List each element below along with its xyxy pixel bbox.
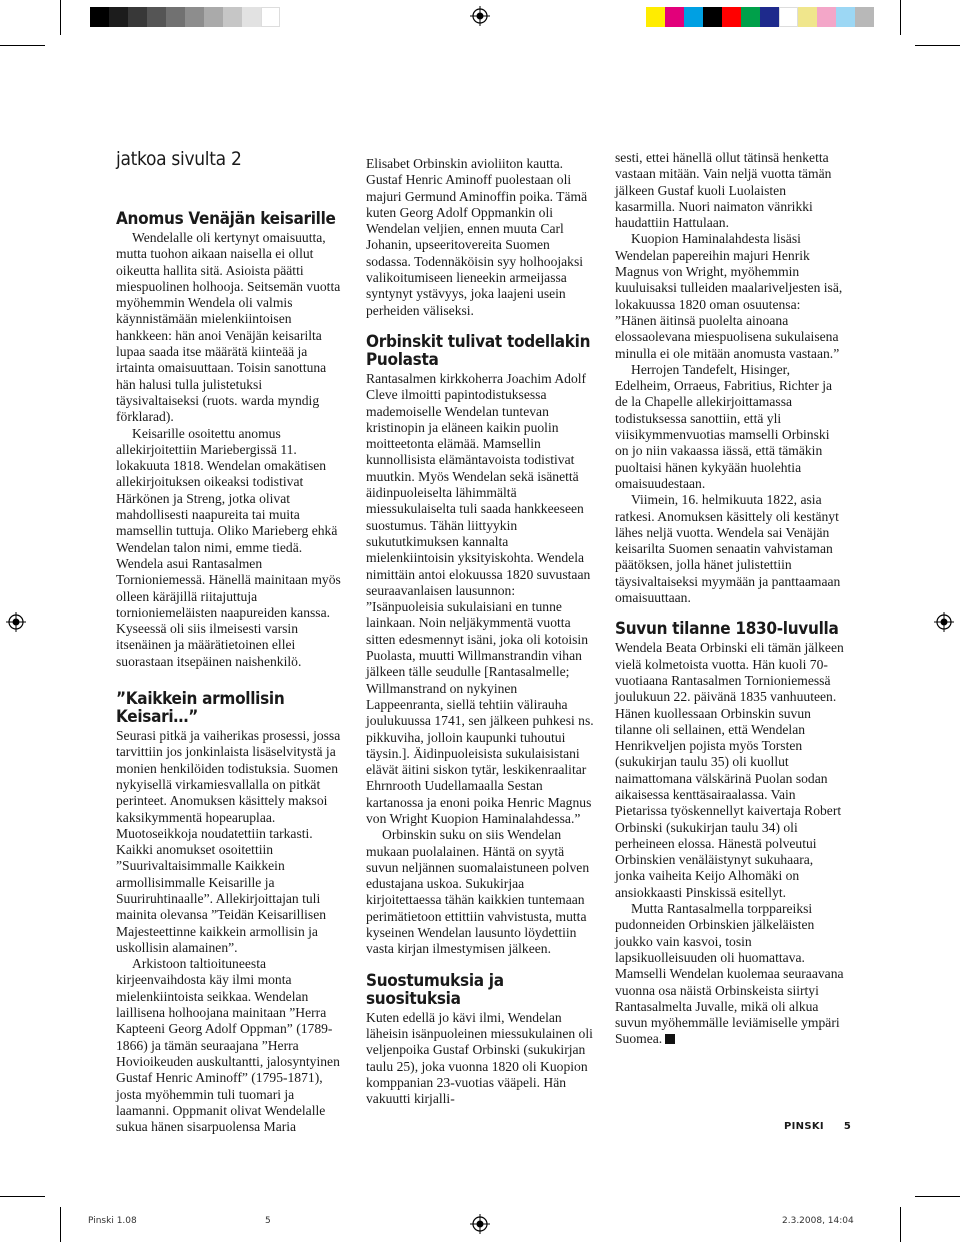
- section-heading: ”Kaikkein armollisin Keisari…”: [116, 689, 285, 728]
- article-column-2: [366, 156, 594, 1107]
- swatch-3: [703, 7, 722, 27]
- paragraph: Orbinskin suku on siis Wendelan mukaan puolalainen. Häntä on syytä suvun neljännen suomalaistuneen polven edustajana uskoa. Sukukirjaa kirjoitettaessa tähän kaikkien tuntemaan perimätietoon ettittiin vahvistusta, mutta kyseinen Wendelan lausunto löydettiin vasta kirjan ilmestymisen jälkeen.: [366, 827, 590, 957]
- crop-mark: [60, 1207, 61, 1242]
- paragraph: Arkistoon taltioituneesta kirjeenvaihdosta käy ilmi monta mielenkiintoista seikkaa. Wendelan laillisena holhoojana mainitaan ”Herra Kapteeni Georg Adolf Oppman” (1789-1866) ja tämän seuraajana ”Herra Hovioikeuden auskultantti, jalosyntyinen Gustaf Henric Aminoff” (1795-1871), josta myöhemmin tuli tuomari ja laamanni. Oppmanit olivat Wendelalle sukua hänen sisarpuolensa Maria: [116, 956, 340, 1135]
- paragraph: Herrojen Tandefelt, Hisinger, Edelheim, Orraeus, Fabritius, Richter ja de la Chapelle allekirjoittamassa todistuksessa sanottiin, että yli viisikymmenvuotias mamselli Orbinski on jo niin vakaassa iässä, että tämäkin puoltaisi hänen kykyään huolehtia omaisuudestaan.: [615, 361, 833, 491]
- paragraph: Viimein, 16. helmikuuta 1822, asia ratkesi. Anomuksen käsittely oli kestänyt lähes neljä vuotta. Wendela sai Venäjän keisarilta Suomen senaatin vahvistaman päätöksen, jolla hänet julistettiin täysivaltaiseksi myymään ja panttaamaan omaisuuttaan.: [615, 492, 841, 606]
- registration-mark-right: [934, 612, 954, 632]
- crop-mark: [0, 45, 45, 46]
- paragraph: sesti, ettei hänellä ollut tätinsä henketta vastaan mitään. Vain neljä vuotta tämän jälkeen Gustaf kuoli Luolaisten kasarmilla. Nuori naimaton vänrikki haudattiin Hattulaan.: [615, 150, 832, 231]
- page-number: 5: [843, 1121, 852, 1132]
- swatch-6: [760, 7, 779, 27]
- swatch-9: [261, 7, 280, 27]
- crop-mark: [60, 0, 61, 35]
- crop-mark: [0, 1196, 45, 1197]
- swatch-10: [836, 7, 855, 27]
- article-column-1: [116, 150, 346, 1135]
- slug-page: 5: [265, 1216, 271, 1226]
- section-heading: Orbinskit tulivat todellakin Puolasta: [366, 331, 591, 370]
- swatch-4: [722, 7, 741, 27]
- paragraph: [615, 901, 845, 1048]
- swatch-7: [779, 7, 798, 27]
- paragraph: Kuopion Haminalahdesta lisäsi Wendelan papereihin majuri Henrik Magnus von Wright, myöhemmin kuuluisaksi tulleiden maalariveljesten isä, lokakuussa 1820 oman osuutensa: ”Hänen äitinsä puolelta ainoana elossaolevana miespuolisena sukulaisena minulla ei ole mitään anomusta vastaan.”: [615, 231, 843, 361]
- paragraph: Wendelalle oli kertynyt omaisuutta, mutta tuohon aikaan naisella ei ollut oikeutta hallita sitä. Asioista päätti miespuolinen holhooja. Seitsemän vuotta myöhemmin Wendela oli valmis käynnistämään mielenkiintoisen hankkeen: hän anoi Venäjän keisarilta lupaa saada itse määrätä kiinteää ja irtainta omaisuuttaan. Toisin sanottuna hän halusi tulla julistetuksi täysivaltaiseksi (ruots. warda myndig förklarad).: [116, 230, 341, 425]
- crop-mark: [915, 45, 960, 46]
- article-column-3: [615, 150, 845, 1048]
- crop-mark: [915, 1196, 960, 1197]
- crop-mark: [900, 0, 901, 35]
- registration-mark-bottom: [470, 1214, 490, 1234]
- end-mark-icon: [665, 1034, 675, 1044]
- paragraph: Wendela Beata Orbinski eli tämän jälkeen vielä kolmetoista vuotta. Hän kuoli 70-vuotiaana Rantasalmen Tornioniemessä joulukuun 22. päivänä 1835 vanhuuteen. Hänen kuollessaan Orbinskin suvun tilanne oli sellainen, että Wendelan Henrikveljen pojista myös Torsten (sukukirjan taulu 35) oli kuollut naimattomana välskärinä Puolan sodan aikaisessa kenttäsairaalassa. Vain Pietarissa työskennellyt kaivertaja Robert Orbinski (sukukirjan taulu 34) oli perheineen elossa. Hänestä polveutui Orbinskien venäläistynyt sukuhaara, jonka vaiheita Keijo Alhomäki on ansiokkaasti Pinskissä esitellyt.: [615, 640, 844, 900]
- registration-mark-left: [6, 612, 26, 632]
- paragraph: Rantasalmen kirkkoherra Joachim Adolf Cleve ilmoitti papintodistuksessa mademoiselle Wendelan tuntevan kristinopin ja eläneen kaikin puolin moitteetonta elämää. Mamsellin kunnollisista elämäntavoista todistivat muutkin. Myös Wendelan sekä isänettä äidinpuoleiselta lähimmältä miessukulaiselta tuli saada hankkeeseen suostumus. Tähän liittyykin sukututkimuksen kannalta mielenkiintoisin yksityiskohta. Wendela nimittäin antoi elokuussa 1820 suvustaan seuraavanlaisen lausunnon: ”Isänpuoleisia sukulaisiani en tunne lainkaan. Noin neljäkymmentä vuotta sitten edesmennyt isäni, joka oli kotoisin Puolasta, muutti Willmanstrandin vihan jälkeen tälle seudulle [Rantasalmelle; Willmanstrand on nykyinen Lappeenranta, siellä tehtiin välirauha joulukuussa 1741, sen jälkeen puhkesi ns. pikkuviha, jolloin kaupunki tuhoutui täysin.]. Äidinpuoleisista sukulaisistani elävät äitini siskon tytär, leskikenraalitar Ehrnrooth Uudellamaalla Sestan kartanossa ja enoni poika Henric Magnus von Wright Kuopion Haminalahdessa.”: [366, 370, 594, 826]
- page-folio: [784, 1121, 851, 1132]
- magazine-name: PINSKI: [784, 1121, 824, 1132]
- continued-from-label: jatkoa sivulta 2: [116, 148, 242, 170]
- swatch-1: [665, 7, 684, 27]
- swatch-2: [684, 7, 703, 27]
- swatch-8: [242, 7, 261, 27]
- swatch-2: [128, 7, 147, 27]
- swatch-5: [741, 7, 760, 27]
- swatch-11: [855, 7, 874, 27]
- crop-mark: [900, 1207, 901, 1242]
- swatch-5: [185, 7, 204, 27]
- swatch-1: [109, 7, 128, 27]
- swatch-3: [147, 7, 166, 27]
- color-control-bar: [646, 7, 874, 27]
- slug-datetime: 2.3.2008, 14:04: [782, 1216, 854, 1226]
- swatch-7: [223, 7, 242, 27]
- swatch-0: [90, 7, 109, 27]
- section-heading: Suvun tilanne 1830-luvulla: [615, 619, 839, 640]
- paragraph: Kuten edellä jo kävi ilmi, Wendelan läheisin isänpuoleinen miessukulainen oli veljenpoika Gustaf Orbinski (sukukirjan taulu 25), joka vuonna 1820 oli Kuopion komppanian 23-vuotias vääpeli. Hän vakuutti kirjalli-: [366, 1009, 593, 1107]
- swatch-6: [204, 7, 223, 27]
- registration-mark-top: [470, 6, 490, 26]
- paragraph-text: Mutta Rantasalmella torppareiksi pudonneiden Orbinskien jälkeläisten joukko vain kasvoi, tosin lapsikuolleisuuden oli huomattava. Mamselli Wendelan kuolemaa seuraavana vuonna osa näistä Orbinskeista siirtyi Rantasalmelta Juvalle, mikä oli alkua suvun myöhemmälle leviämiselle ympäri Suomea.: [615, 901, 844, 1047]
- swatch-0: [646, 7, 665, 27]
- section-heading: Suostumuksia ja suosituksia: [366, 970, 504, 1009]
- section-heading: Anomus Venäjän keisarille: [116, 209, 336, 229]
- gray-scale-bar: [90, 7, 280, 27]
- paragraph: Seurasi pitkä ja vaiherikas prosessi, jossa tarvittiin jos jonkinlaista lisäselvitystä ja monien henkilöiden todistuksia. Suomen nykyisellä virkamiesvallalla on pitkät perinteet. Anomuksen käsittely maksoi kaksikymmentä hopearuplaa. Muotoseikkoja noudatettiin tarkasti. Kaikki anomukset osoitettiin ”Suurivaltaisimmalle Kaikkein armollisimmalle Keisarille ja Suuriruhtinaalle”. Allekirjoittajan tuli mainita olevansa ”Teidän Keisarillisen Majesteettinne kaikkein armollisin ja uskollisin alamainen”.: [116, 728, 341, 955]
- swatch-4: [166, 7, 185, 27]
- paragraph: Keisarille osoitettu anomus allekirjoitettiin Mariebergissä 11. lokakuuta 1818. Wendelan omakätisen allekirjoituksen oikeaksi todistivat Härkönen ja Streng, jotka olivat mahdollisesti naapureita tai muita mamsellin tuttuja. Oliko Marieberg ehkä Wendelan talon nimi, emme tiedä. Wendela asui Rantasalmen Tornioniemessä. Hänellä mainitaan myös olleen käräjillä riitajuttuja tornioniemeläisten naapureiden kanssa. Kyseessä oli siis ilmeisesti varsin itsenäinen ja määrätietoinen ellei suorastaan itsepäinen naishenkilö.: [116, 425, 341, 669]
- slug-filename: Pinski 1.08: [88, 1216, 137, 1226]
- paragraph: Elisabet Orbinskin avioliiton kautta. Gustaf Henric Aminoff puolestaan oli majuri Germund Aminoffin poika. Tämä kuten Georg Adolf Oppmankin oli Wendelan veljien, ennen muuta Carl Johanin, upseeritovereita Suomen sodassa. Todennäköisin syy holhoojaksi valikoitumiseen lieneekin armeijassa syntynyt ystävyys, joka laajeni usein perheiden väliseksi.: [366, 156, 588, 318]
- swatch-9: [817, 7, 836, 27]
- swatch-8: [798, 7, 817, 27]
